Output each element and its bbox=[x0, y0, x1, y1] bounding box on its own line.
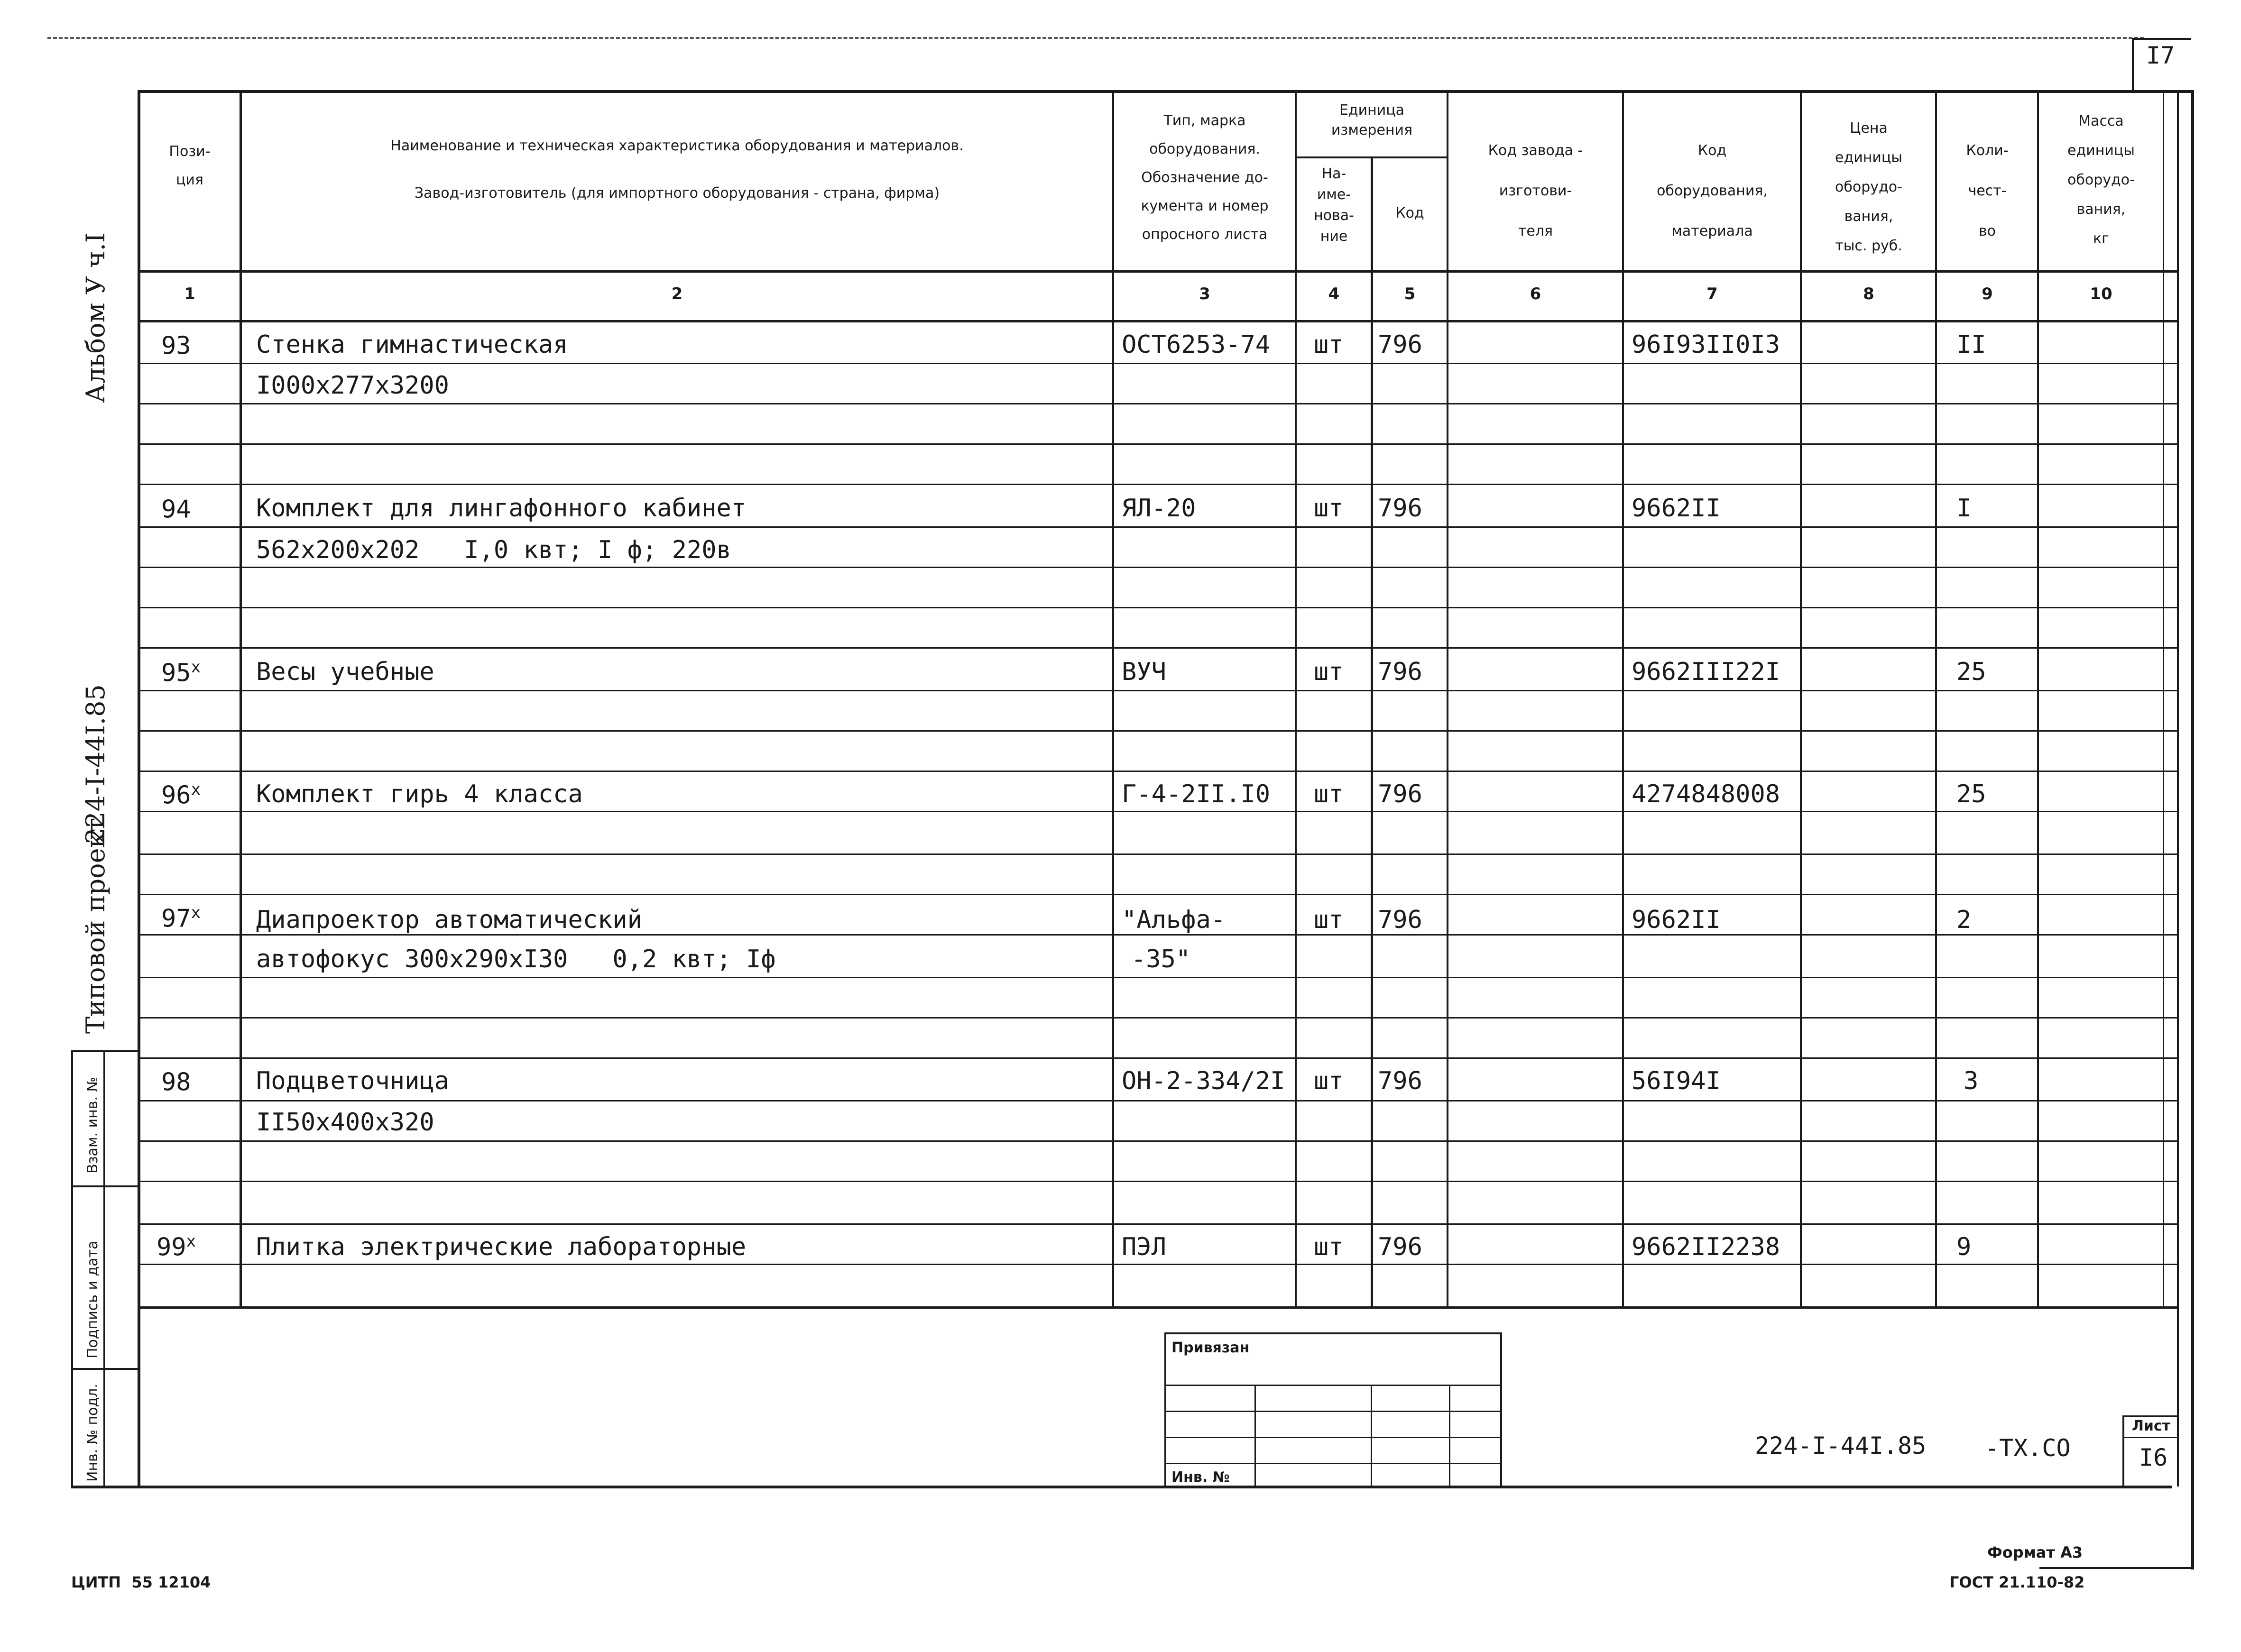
item-name: Плитка электрические лабораторные bbox=[256, 1233, 747, 1261]
item-unit: шт bbox=[1314, 1067, 1344, 1095]
col-number: 3 bbox=[1199, 285, 1210, 303]
item-type: Г-4-2II.I0 bbox=[1122, 780, 1271, 808]
item-unit: шт bbox=[1314, 1233, 1344, 1261]
item-position: 98 bbox=[161, 1068, 191, 1097]
item-unit-code: 796 bbox=[1378, 906, 1422, 934]
item-name-detail: автофокус 300x290xI30 0,2 квт; Iф bbox=[256, 945, 776, 973]
header-mass: Масса единицы оборудо- вания, кг bbox=[2067, 113, 2135, 247]
item-equip-code: 9662II bbox=[1632, 494, 1721, 523]
side-label-inv: Инв. № подл. bbox=[84, 1384, 101, 1482]
item-name: Подцветочница bbox=[256, 1067, 449, 1095]
header-price: Цена единицы оборудо- вания, тыс. руб. bbox=[1835, 120, 1902, 254]
item-qty: 25 bbox=[1956, 658, 1986, 686]
item-unit-code: 796 bbox=[1378, 330, 1422, 359]
item-type: ОН-2-334/2I bbox=[1122, 1067, 1285, 1095]
header-type: Тип, марка оборудования. Обозначение до- кумента и номер опросного листа bbox=[1141, 112, 1269, 243]
item-type-cont: -35" bbox=[1131, 945, 1191, 973]
item-equip-code: 4274848008 bbox=[1632, 780, 1780, 808]
item-unit-code: 796 bbox=[1378, 658, 1422, 686]
frame-left bbox=[138, 90, 140, 1487]
header-equip-code: Код оборудования, материала bbox=[1657, 142, 1768, 239]
item-name: Стенка гимнастическая bbox=[256, 330, 568, 359]
header-name-line1: Наименование и техническая характеристика оборудования и материалов. bbox=[390, 138, 964, 154]
col-number: 4 bbox=[1328, 285, 1340, 303]
item-qty: 9 bbox=[1956, 1233, 1972, 1261]
footer-cipt: ЦИТП 55 12104 bbox=[71, 1573, 211, 1591]
item-position: $99^х$ bbox=[157, 1232, 196, 1262]
item-type: ПЭЛ bbox=[1122, 1233, 1166, 1261]
item-name-detail: I000x277x3200 bbox=[256, 371, 449, 400]
item-type: ОСТ6253-74 bbox=[1122, 330, 1271, 359]
item-position: $96^х$ bbox=[161, 780, 201, 810]
stamp-list-number: I6 bbox=[2139, 1444, 2168, 1471]
col-number: 8 bbox=[1863, 285, 1874, 303]
item-name: Диапроектор автоматический bbox=[256, 906, 642, 934]
stamp-list-label: Лист bbox=[2132, 1418, 2171, 1434]
stamp-doc-code: 224-I-44I.85 bbox=[1755, 1432, 1927, 1459]
frame-right bbox=[2191, 90, 2194, 1569]
item-unit: шт bbox=[1314, 658, 1344, 686]
item-position: 94 bbox=[161, 495, 191, 524]
stamp-doc-suffix: -ТХ.СО bbox=[1985, 1434, 2071, 1462]
header-unit-code: Код bbox=[1395, 205, 1424, 221]
item-type: ЯЛ-20 bbox=[1122, 494, 1196, 523]
item-unit-code: 796 bbox=[1378, 780, 1422, 808]
stamp-inv-no: Инв. № bbox=[1171, 1469, 1230, 1486]
item-unit: шт bbox=[1314, 780, 1344, 808]
item-name-detail: II50x400x320 bbox=[256, 1108, 434, 1137]
header-position: Пози- ция bbox=[169, 143, 211, 188]
side-label-vzam: Взам. инв. № bbox=[84, 1077, 101, 1174]
frame-top bbox=[138, 90, 2191, 93]
col-number: 7 bbox=[1706, 285, 1718, 303]
side-label-typical: Типовой проект bbox=[81, 817, 111, 1034]
stamp-privyazan: Привязан bbox=[1171, 1340, 1250, 1356]
item-position: 93 bbox=[161, 331, 191, 360]
header-qty: Коли- чест- во bbox=[1966, 142, 2009, 239]
item-qty: I bbox=[1956, 494, 1972, 523]
header-name-line2: Завод-изготовитель (для импортного оборудования - страна, фирма) bbox=[414, 185, 940, 202]
item-qty: 2 bbox=[1956, 906, 1972, 934]
footer-format: Формат А3 bbox=[1987, 1543, 2083, 1561]
item-type: ВУЧ bbox=[1122, 658, 1166, 686]
item-unit-code: 796 bbox=[1378, 1067, 1422, 1095]
side-label-album: Альбом У ч.I bbox=[81, 232, 111, 403]
side-label-podpis: Подпись и дата bbox=[84, 1240, 101, 1358]
side-label-project: 224-I-44I.85 bbox=[81, 684, 111, 844]
item-name: Комплект гирь 4 класса bbox=[256, 780, 583, 808]
item-qty: 25 bbox=[1956, 780, 1986, 808]
item-equip-code: 9662II bbox=[1632, 906, 1721, 934]
item-equip-code: 9662II2238 bbox=[1632, 1233, 1780, 1261]
sheet-top-number: I7 bbox=[2146, 42, 2175, 69]
item-unit-code: 796 bbox=[1378, 1233, 1422, 1261]
col-number: 6 bbox=[1530, 285, 1541, 303]
item-name: Комплект для лингафонного кабинет bbox=[256, 494, 747, 523]
item-equip-code: 56I94I bbox=[1632, 1067, 1721, 1095]
col-number: 1 bbox=[184, 285, 195, 303]
col-number: 10 bbox=[2090, 285, 2112, 303]
col-number: 2 bbox=[671, 285, 683, 303]
footer-gost: ГОСТ 21.110-82 bbox=[1949, 1573, 2085, 1591]
item-qty: II bbox=[1956, 330, 1986, 359]
item-position: $95^х$ bbox=[161, 658, 201, 688]
item-name-detail: 562x200x202 I,0 квт; I ф; 220в bbox=[256, 536, 731, 564]
item-name: Весы учебные bbox=[256, 658, 434, 686]
col-number: 5 bbox=[1404, 285, 1416, 303]
header-factory-code: Код завода - изготови- теля bbox=[1488, 142, 1583, 239]
item-type: "Альфа- bbox=[1122, 906, 1226, 934]
item-unit: шт bbox=[1314, 494, 1344, 523]
header-unit: Единица измерения bbox=[1331, 102, 1413, 138]
item-equip-code: 96I93II0I3 bbox=[1632, 330, 1780, 359]
col-number: 9 bbox=[1982, 285, 1993, 303]
frame-bottom bbox=[71, 1486, 2172, 1488]
item-position: $97^х$ bbox=[161, 903, 201, 933]
item-qty: 3 bbox=[1964, 1067, 1979, 1095]
item-unit: шт bbox=[1314, 906, 1344, 934]
item-unit-code: 796 bbox=[1378, 494, 1422, 523]
header-unit-name: На- име- нова- ние bbox=[1314, 165, 1354, 245]
item-unit: шт bbox=[1314, 330, 1344, 359]
item-equip-code: 9662III22I bbox=[1632, 658, 1780, 686]
trim-line bbox=[47, 37, 2144, 39]
